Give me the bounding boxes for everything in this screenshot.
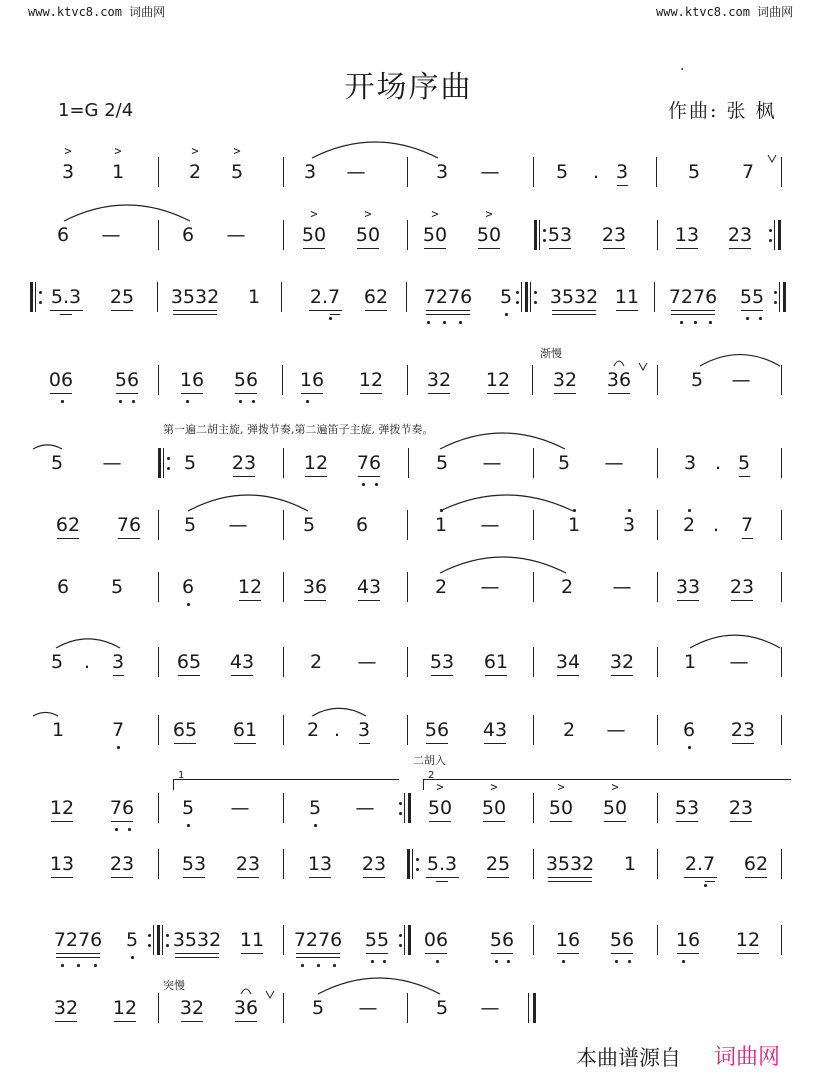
note: 5 <box>181 797 195 819</box>
accent-mark: > <box>611 780 619 794</box>
breath-mark <box>266 991 274 998</box>
note: 3532 <box>170 286 220 308</box>
note: 5 <box>555 161 569 183</box>
note: 56 <box>609 929 635 951</box>
note: 11 <box>239 929 265 951</box>
dash-note: — <box>358 997 378 1019</box>
note: 5 <box>110 576 124 598</box>
note: 3532 <box>545 853 595 875</box>
note: 6 <box>56 224 70 246</box>
note: 2.7 <box>684 853 716 875</box>
note: 50 <box>427 797 453 819</box>
note: 5 <box>687 161 701 183</box>
dash-note: — <box>228 514 248 536</box>
slur <box>64 205 190 221</box>
note: 06 <box>423 929 449 951</box>
breath-mark <box>639 363 647 370</box>
note: 16 <box>299 369 325 391</box>
note: 3 <box>683 452 697 474</box>
note: 34 <box>555 651 581 673</box>
note: 23 <box>727 224 753 246</box>
dash-note: — <box>101 224 121 246</box>
note: 55 <box>739 286 765 308</box>
note: 23 <box>231 452 257 474</box>
note: 61 <box>232 719 258 741</box>
note: 23 <box>730 719 756 741</box>
note: 12 <box>358 369 384 391</box>
note: 1 <box>51 719 65 741</box>
dash-note: — <box>355 797 375 819</box>
slur <box>33 712 58 716</box>
note: 32 <box>179 997 205 1019</box>
dash-note: — <box>102 452 122 474</box>
accent-mark: > <box>485 207 493 221</box>
note: 2 <box>562 719 576 741</box>
note: 36 <box>233 997 259 1019</box>
dash-note: — <box>480 576 500 598</box>
dash-note: — <box>480 161 500 183</box>
note: 5 <box>435 452 449 474</box>
fermata-mark <box>241 989 251 994</box>
note: 50 <box>476 224 502 246</box>
note: 3 <box>615 161 629 183</box>
key-time-signature: 1=G 2/4 <box>58 100 134 121</box>
note: 32 <box>53 997 79 1019</box>
accent-mark: > <box>64 144 72 158</box>
note: 7276 <box>423 286 473 308</box>
accent-mark: > <box>114 144 122 158</box>
slur <box>312 142 438 158</box>
note: 43 <box>482 719 508 741</box>
note: 62 <box>55 514 81 536</box>
note: 1 <box>623 853 637 875</box>
note: . <box>333 719 341 741</box>
slur <box>318 978 440 994</box>
note: 5.3 <box>50 286 82 308</box>
page-title: 开场序曲 <box>344 70 473 105</box>
note: 56 <box>114 369 140 391</box>
note: 6 <box>181 224 195 246</box>
note: 1 <box>434 514 448 536</box>
note: 13 <box>49 853 75 875</box>
note: 7 <box>740 514 754 536</box>
note: 5 <box>435 997 449 1019</box>
note: 5 <box>50 651 64 673</box>
instrumentation-note: 第一遍二胡主旋, 弹拨节奏,第二遍笛子主旋, 弹拨节奏。 <box>163 423 434 436</box>
note: 36 <box>302 576 328 598</box>
note: 12 <box>237 576 263 598</box>
note: 32 <box>426 369 452 391</box>
note: 50 <box>301 224 327 246</box>
note: 62 <box>743 853 769 875</box>
note: 2.7 <box>309 286 341 308</box>
note: 23 <box>729 576 755 598</box>
note: 32 <box>552 369 578 391</box>
note: 33 <box>675 576 701 598</box>
note: 5 <box>737 452 751 474</box>
note: 3532 <box>549 286 599 308</box>
slur <box>312 708 366 716</box>
note: 3 <box>435 161 449 183</box>
sudden-slow-mark: 突慢 <box>163 979 185 992</box>
note: 23 <box>361 853 387 875</box>
note: 13 <box>674 224 700 246</box>
footer-source-text: 本曲谱源自 <box>576 1046 681 1070</box>
note: 6 <box>682 719 696 741</box>
note: 53 <box>674 797 700 819</box>
note: 12 <box>49 797 75 819</box>
slur <box>188 495 308 511</box>
note: 2 <box>560 576 574 598</box>
dash-note: — <box>482 452 502 474</box>
site-watermark-left[interactable]: www.ktvc8.com 词曲网 <box>28 5 166 19</box>
note: 53 <box>181 853 207 875</box>
note: 2 <box>188 161 202 183</box>
note: 23 <box>728 797 754 819</box>
note: . <box>714 452 722 474</box>
accent-mark: > <box>431 207 439 221</box>
erhu-entry-mark: 二胡入 <box>413 754 446 767</box>
note: 65 <box>172 719 198 741</box>
note: 12 <box>485 369 511 391</box>
note: 5 <box>308 797 322 819</box>
dash-note: — <box>357 651 377 673</box>
note: 56 <box>424 719 450 741</box>
note: 5 <box>499 286 513 308</box>
note: 76 <box>116 514 142 536</box>
note: 3 <box>303 161 317 183</box>
note: 5 <box>183 452 197 474</box>
dash-note: — <box>612 576 632 598</box>
slur <box>690 635 780 648</box>
note: 2 <box>434 576 448 598</box>
site-watermark-right[interactable]: www.ktvc8.com 词曲网 <box>656 5 794 19</box>
accent-mark: > <box>436 780 444 794</box>
note: 3 <box>357 719 371 741</box>
note: 5 <box>230 161 244 183</box>
note: 6 <box>56 576 70 598</box>
note: 50 <box>602 797 628 819</box>
accent-mark: > <box>490 780 498 794</box>
note: . <box>712 514 720 536</box>
note: 43 <box>356 576 382 598</box>
ritardando-mark: 渐慢 <box>540 347 562 360</box>
note: 5 <box>302 514 316 536</box>
note: 53 <box>547 224 573 246</box>
slur <box>440 433 565 449</box>
note: 65 <box>176 651 202 673</box>
note: 7 <box>741 161 755 183</box>
note: 50 <box>481 797 507 819</box>
dash-note: — <box>729 651 749 673</box>
note: 5 <box>183 514 197 536</box>
note: 5 <box>557 452 571 474</box>
note: 2 <box>306 719 320 741</box>
note: 1 <box>247 286 261 308</box>
note: 23 <box>109 853 135 875</box>
dash-note: — <box>480 514 500 536</box>
composer-credit: 作曲: 张 枫 <box>668 100 777 122</box>
note: 13 <box>307 853 333 875</box>
dot-mark: . <box>680 58 685 74</box>
note: 16 <box>555 929 581 951</box>
note: 7276 <box>668 286 718 308</box>
note: 6 <box>181 576 195 598</box>
accent-mark: > <box>191 144 199 158</box>
note: 36 <box>606 369 632 391</box>
note: 23 <box>601 224 627 246</box>
accent-mark: > <box>310 207 318 221</box>
note: 16 <box>675 929 701 951</box>
note: 56 <box>233 369 259 391</box>
note: 5 <box>50 452 64 474</box>
note: 06 <box>48 369 74 391</box>
note: 76 <box>109 797 135 819</box>
note: 32 <box>609 651 635 673</box>
note: 3 <box>622 514 636 536</box>
dash-note: — <box>604 452 624 474</box>
note: 7276 <box>293 929 343 951</box>
note: 12 <box>112 997 138 1019</box>
note: 5 <box>311 997 325 1019</box>
note: 1 <box>567 514 581 536</box>
note: 23 <box>235 853 261 875</box>
note: 43 <box>229 651 255 673</box>
note: 1 <box>683 651 697 673</box>
note: 2 <box>309 651 323 673</box>
note: 25 <box>485 853 511 875</box>
accent-mark: > <box>364 207 372 221</box>
note: 62 <box>363 286 389 308</box>
note: 61 <box>483 651 509 673</box>
accent-mark: > <box>557 780 565 794</box>
note: 50 <box>422 224 448 246</box>
fermata-mark <box>614 361 624 366</box>
accent-mark: > <box>233 144 241 158</box>
note: 25 <box>109 286 135 308</box>
note: . <box>592 161 600 183</box>
slur <box>440 557 566 573</box>
note: 11 <box>614 286 640 308</box>
note: 3 <box>111 651 125 673</box>
slur <box>700 355 780 366</box>
slur <box>33 445 62 449</box>
dash-note: — <box>346 161 366 183</box>
volta-1-number: 1 <box>178 770 185 781</box>
volta-2-number: 2 <box>428 770 435 781</box>
note: 3532 <box>172 929 222 951</box>
slur <box>440 495 573 511</box>
note: 5 <box>125 929 139 951</box>
note: 16 <box>179 369 205 391</box>
note: 56 <box>489 929 515 951</box>
note: 2 <box>682 514 696 536</box>
note: 12 <box>735 929 761 951</box>
note: 50 <box>548 797 574 819</box>
note: 7276 <box>53 929 103 951</box>
note: 12 <box>303 452 329 474</box>
dash-note: — <box>606 719 626 741</box>
breath-mark <box>768 155 776 162</box>
note: 1 <box>111 161 125 183</box>
footer-brand-link[interactable]: 词曲网 <box>714 1045 781 1070</box>
note: 55 <box>364 929 390 951</box>
dash-note: — <box>480 997 500 1019</box>
note: 5.3 <box>426 853 458 875</box>
note: 6 <box>355 514 369 536</box>
dash-note: — <box>226 224 246 246</box>
note: . <box>83 651 91 673</box>
note: 53 <box>429 651 455 673</box>
note: 50 <box>355 224 381 246</box>
note: 5 <box>690 369 704 391</box>
note: 3 <box>61 161 75 183</box>
dash-note: — <box>230 797 250 819</box>
dash-note: — <box>731 369 751 391</box>
note: 76 <box>356 452 382 474</box>
slur <box>56 639 120 648</box>
note: 7 <box>111 719 125 741</box>
